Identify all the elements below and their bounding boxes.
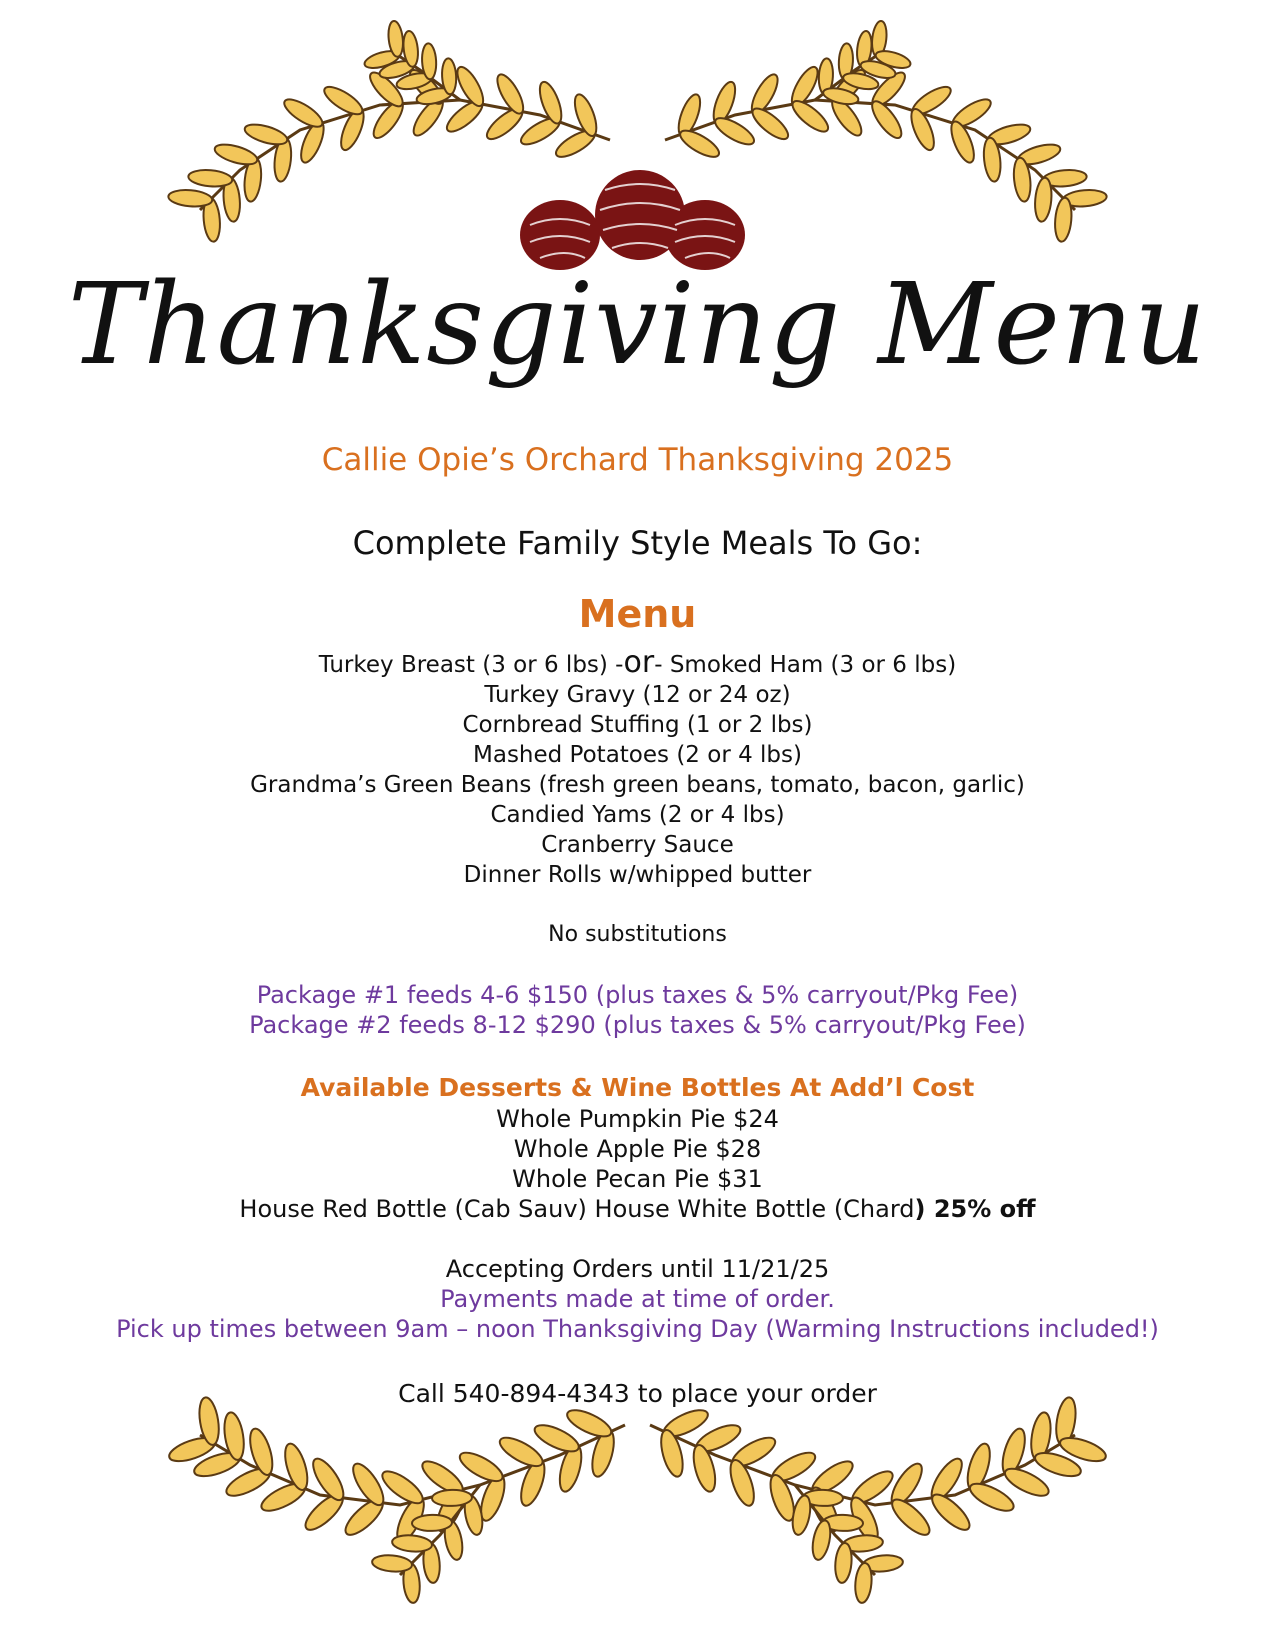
package-1: Package #1 feeds 4-6 $150 (plus taxes & 5% carryout/Pkg Fee) [256, 981, 1019, 1009]
bottom-leaf-garland-image [0, 1365, 1275, 1635]
package-list [0, 980, 1275, 1040]
top-leaf-garland-image [0, 20, 1275, 280]
list-item-yams: Candied Yams (2 or 4 lbs) [490, 802, 785, 828]
page-title: Thanksgiving Menu [67, 260, 1208, 390]
list-item-cranberry: Cranberry Sauce [541, 832, 734, 858]
desserts-heading: Available Desserts & Wine Bottles At Add’l Cost [300, 1073, 975, 1102]
package-2: Package #2 feeds 8-12 $290 (plus taxes & 5% carryout/Pkg Fee) [249, 1011, 1026, 1039]
tagline: Complete Family Style Meals To Go: [352, 524, 923, 562]
list-item-potatoes: Mashed Potatoes (2 or 4 lbs) [473, 742, 802, 768]
list-item-apple-pie: Whole Apple Pie $28 [513, 1135, 762, 1163]
list-item-green-beans: Grandma’s Green Beans (fresh green beans, tomato, bacon, garlic) [250, 772, 1025, 798]
list-item-turkey-ham: Turkey Breast (3 or 6 lbs) -or- Smoked Ham (3 or 6 lbs) [318, 645, 957, 680]
wine-discount: ) 25% off [914, 1195, 1036, 1223]
menu-heading: Menu [578, 592, 697, 636]
list-item-gravy: Turkey Gravy (12 or 24 oz) [484, 682, 791, 708]
orchard-subtitle: Callie Opie’s Orchard Thanksgiving 2025 [321, 442, 954, 478]
list-item-pumpkin-pie: Whole Pumpkin Pie $24 [496, 1105, 779, 1133]
menu-item-list [0, 645, 1275, 890]
pickup-note: Pick up times between 9am – noon Thanksgiving Day (Warming Instructions included!) [116, 1315, 1159, 1343]
dessert-list [0, 1104, 1275, 1224]
payment-note: Payments made at time of order. [440, 1285, 835, 1313]
list-item-stuffing: Cornbread Stuffing (1 or 2 lbs) [462, 712, 813, 738]
list-item-rolls: Dinner Rolls w/whipped butter [463, 862, 812, 888]
call-to-order: Call 540-894-4343 to place your order [398, 1379, 877, 1408]
list-item-pecan-pie: Whole Pecan Pie $31 [512, 1165, 763, 1193]
no-substitutions-note: No substitutions [548, 922, 727, 947]
list-item-wine: House Red Bottle (Cab Sauv) House White Bottle (Chard) 25% off [239, 1195, 1036, 1223]
or-word: or [623, 645, 655, 680]
orders-deadline: Accepting Orders until 11/21/25 [445, 1255, 830, 1283]
